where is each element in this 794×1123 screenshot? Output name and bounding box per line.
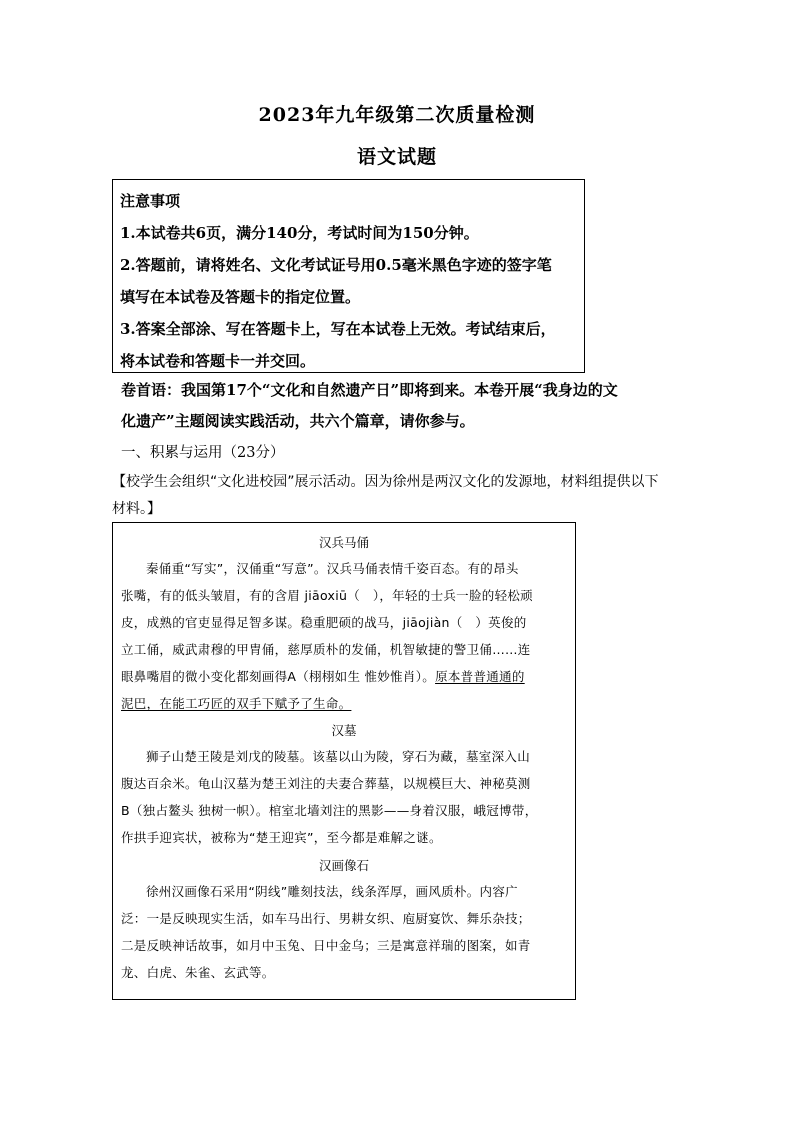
exam-title: 2023年九年级第二次质量检测 xyxy=(258,104,536,126)
material-line: 立工俑，威武肃穆的甲胄俑，慈厚质朴的发俑，机智敏捷的警卫俑……连 xyxy=(121,642,531,657)
underlined-sentence: 原本普普通通的 xyxy=(435,669,525,684)
notice-box xyxy=(112,179,585,373)
material-line: 徐州汉画像石采用“阴线”雕刻技法，线条浑厚，画风质朴。内容广 xyxy=(146,884,518,899)
material-box xyxy=(112,522,576,1000)
section-intro: 【校学生会组织“文化进校园”展示活动。因为徐州是两汉文化的发源地，材料组提供以下 xyxy=(112,474,659,490)
material-line xyxy=(121,667,525,685)
notice-line: 将本试卷和答题卡一并交回。 xyxy=(120,352,316,370)
material-heading-tomb: 汉墓 xyxy=(331,723,357,738)
material-line: 二是反映神话故事，如月中玉兔、日中金乌；三是寓意祥瑞的图案，如青 xyxy=(121,938,531,953)
section-intro: 材料。】 xyxy=(112,501,161,517)
notice-line: 1.本试卷共6页，满分140分，考试时间为150分钟。 xyxy=(120,224,479,242)
underlined-sentence: 泥巴，在能工巧匠的双手下赋予了生命。 xyxy=(121,696,352,711)
section-title: 一、积累与运用（23分） xyxy=(121,445,285,461)
notice-line: 3.答案全部涂、写在答题卡上，写在本试卷上无效。考试结束后， xyxy=(120,320,556,338)
preface-line: 卷首语：我国第17个“文化和自然遗产日”即将到来。本卷开展“我身边的文 xyxy=(121,381,618,399)
material-heading-stone: 汉画像石 xyxy=(318,858,369,873)
notice-line: 填写在本试卷及答题卡的指定位置。 xyxy=(120,288,361,306)
material-line: 皮，成熟的官吏显得足智多谋。稳重肥硕的战马，jiāojiàn（ ）英俊的 xyxy=(121,615,527,630)
material-line: 龙、白虎、朱雀、玄武等。 xyxy=(121,965,275,980)
material-line: 张嘴，有的低头皱眉，有的含眉 jiāoxiū（ ），年轻的士兵一脸的轻松顽 xyxy=(121,588,533,603)
material-line: 作拱手迎宾状，被称为“楚王迎宾”，至今都是难解之谜。 xyxy=(121,830,442,845)
exam-subtitle: 语文试题 xyxy=(356,146,437,168)
notice-heading: 注意事项 xyxy=(120,192,181,210)
material-line: 腹达百余米。龟山汉墓为楚王刘注的夫妻合葬墓，以规模巨大、神秘莫测 xyxy=(121,776,531,791)
preface-line: 化遗产”主题阅读实践活动，共六个篇章，请你参与。 xyxy=(121,412,475,430)
material-line: 泛：一是反映现实生活，如车马出行、男耕女织、庖厨宴饮、舞乐杂技； xyxy=(121,911,531,926)
notice-line: 2.答题前，请将姓名、文化考试证号用0.5毫米黑色字迹的签字笔 xyxy=(120,256,552,274)
material-heading-terracotta: 汉兵马俑 xyxy=(318,535,369,550)
material-line: B（独占鳌头 独树一帜）。棺室北墙刘注的黑影——身着汉服，峨冠博带， xyxy=(121,803,538,818)
material-text: 眼鼻嘴眉的微小变化都刻画得A（栩栩如生 惟妙惟肖）。 xyxy=(121,669,436,684)
material-line: 狮子山楚王陵是刘戊的陵墓。该墓以山为陵，穿石为藏，墓室深入山 xyxy=(146,749,531,764)
material-line: 秦俑重“写实”，汉俑重“写意”。汉兵马俑表情千姿百态。有的昂头 xyxy=(146,561,519,576)
